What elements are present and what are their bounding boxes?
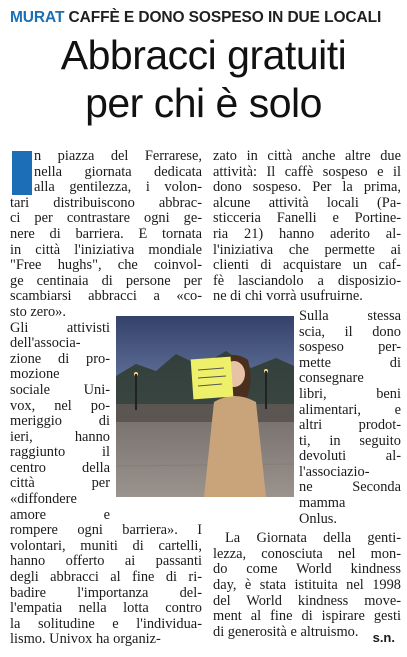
text-line: centro della (10, 460, 110, 476)
text-line: ci per contrastare ogni ge- (10, 211, 202, 227)
text-line: do come World kindness (213, 562, 401, 578)
text-line: badire l'importanza del- (10, 585, 202, 601)
text-line: mamma (299, 496, 346, 512)
text-line: in città l'iniziativa mondiale (10, 242, 202, 258)
text-line: tari distribuiscono abbrac- (10, 195, 202, 211)
text-line: ne Seconda (299, 480, 401, 496)
text-line: ge centinaia di persone per (10, 273, 202, 289)
text-line: mette di (299, 355, 401, 371)
text-line: alimentari, e (299, 402, 401, 418)
kicker (10, 9, 400, 27)
text-line: raggiunto il (10, 445, 110, 461)
text-line: Sulla stessa (299, 308, 401, 324)
text-line: alcune attività locali (Pa- (213, 195, 401, 211)
text-line: l'empatia nella lotta contro (10, 601, 202, 617)
text-line: città per (10, 476, 110, 492)
text-line: la solitudine e l'individua- (10, 616, 202, 632)
text-line: scia, il dono (299, 324, 401, 340)
text-line: Onlus. (299, 511, 337, 527)
text-line: zato in città anche altre due (213, 149, 401, 164)
text-line: consegnare (299, 371, 364, 387)
kicker-place: MURAT (10, 9, 65, 26)
text-line: sospeso per- (299, 340, 401, 356)
text-line: lezza, conosciuta nel mon- (213, 546, 401, 562)
text-line: del World kindness move- (213, 593, 401, 609)
text-line: ti, in seguito (299, 433, 401, 449)
text-line: nella giornata dedicata (34, 164, 202, 180)
text-line: l'associazio- (299, 464, 370, 480)
text-line: lismo. Univox ha organiz- (10, 632, 161, 648)
text-line: nere di barriera. È tornata (10, 226, 202, 242)
text-line: volontari, muniti di cartelli, (10, 538, 202, 554)
text-line: devoluti al- (299, 449, 401, 465)
headline (0, 31, 407, 127)
article-photo (116, 316, 294, 497)
text-line: Gli attivisti (10, 320, 110, 336)
text-line: alla gentilezza, i volon- (34, 180, 202, 196)
kicker-subject: CAFFÈ E DONO SOSPESO IN DUE LOCALI (68, 9, 382, 26)
text-line: sociale Uni- (10, 382, 110, 398)
text-line: altri prodot- (299, 418, 401, 434)
text-line: amore e (10, 507, 110, 523)
text-line: sto zero». (10, 304, 66, 320)
text-line: "Free hughs", che coinvol- (10, 258, 202, 274)
text-line: zione di pro- (10, 351, 110, 367)
headline-line-1: Abbracci gratuiti (60, 32, 347, 78)
text-line: ria 21) hanno aderito al- (213, 226, 401, 242)
text-line: dell'associa- (10, 336, 81, 352)
text-line: di generosità e altruismo. (213, 624, 359, 640)
text-line: libri, beni (299, 386, 401, 402)
text-line: mozione (10, 367, 60, 383)
text-line: attività: Il caffè sospeso e il (213, 164, 401, 180)
text-line: sticceria Fanelli e Portine- (213, 211, 401, 227)
text-line: n piazza del Ferrarese, (34, 149, 202, 164)
text-line: scambiarsi abbracci a «co- (10, 289, 202, 305)
text-line: ieri, hanno (10, 429, 110, 445)
text-line: hanno offerto ai passanti (10, 554, 202, 570)
text-line: ment al fine di ispirare gesti (213, 609, 401, 625)
text-line: fè lasciandolo a disposizio- (213, 273, 401, 289)
headline-line-2: per chi è solo (85, 80, 322, 126)
author-signature: s.n. (372, 630, 395, 645)
text-line: rompere ogni barriera». I (10, 523, 202, 539)
text-line: degli abbracci al fine di ri- (10, 570, 202, 586)
text-line: l'iniziativa che permette ai (213, 242, 401, 258)
text-line: meriggio di (10, 414, 110, 430)
text-line: clienti di acquistare un caf- (213, 258, 401, 274)
text-line: vox, nel po- (10, 398, 110, 414)
text-line: dono sospeso. Per la prima, (213, 180, 401, 196)
text-line: ne di chi vorrà usufruirne. (213, 289, 363, 305)
text-line: day, è stata istituita nel 1998 (213, 578, 401, 594)
text-line: La Giornata della genti- (225, 531, 401, 547)
text-line: «diffondere (10, 492, 77, 508)
